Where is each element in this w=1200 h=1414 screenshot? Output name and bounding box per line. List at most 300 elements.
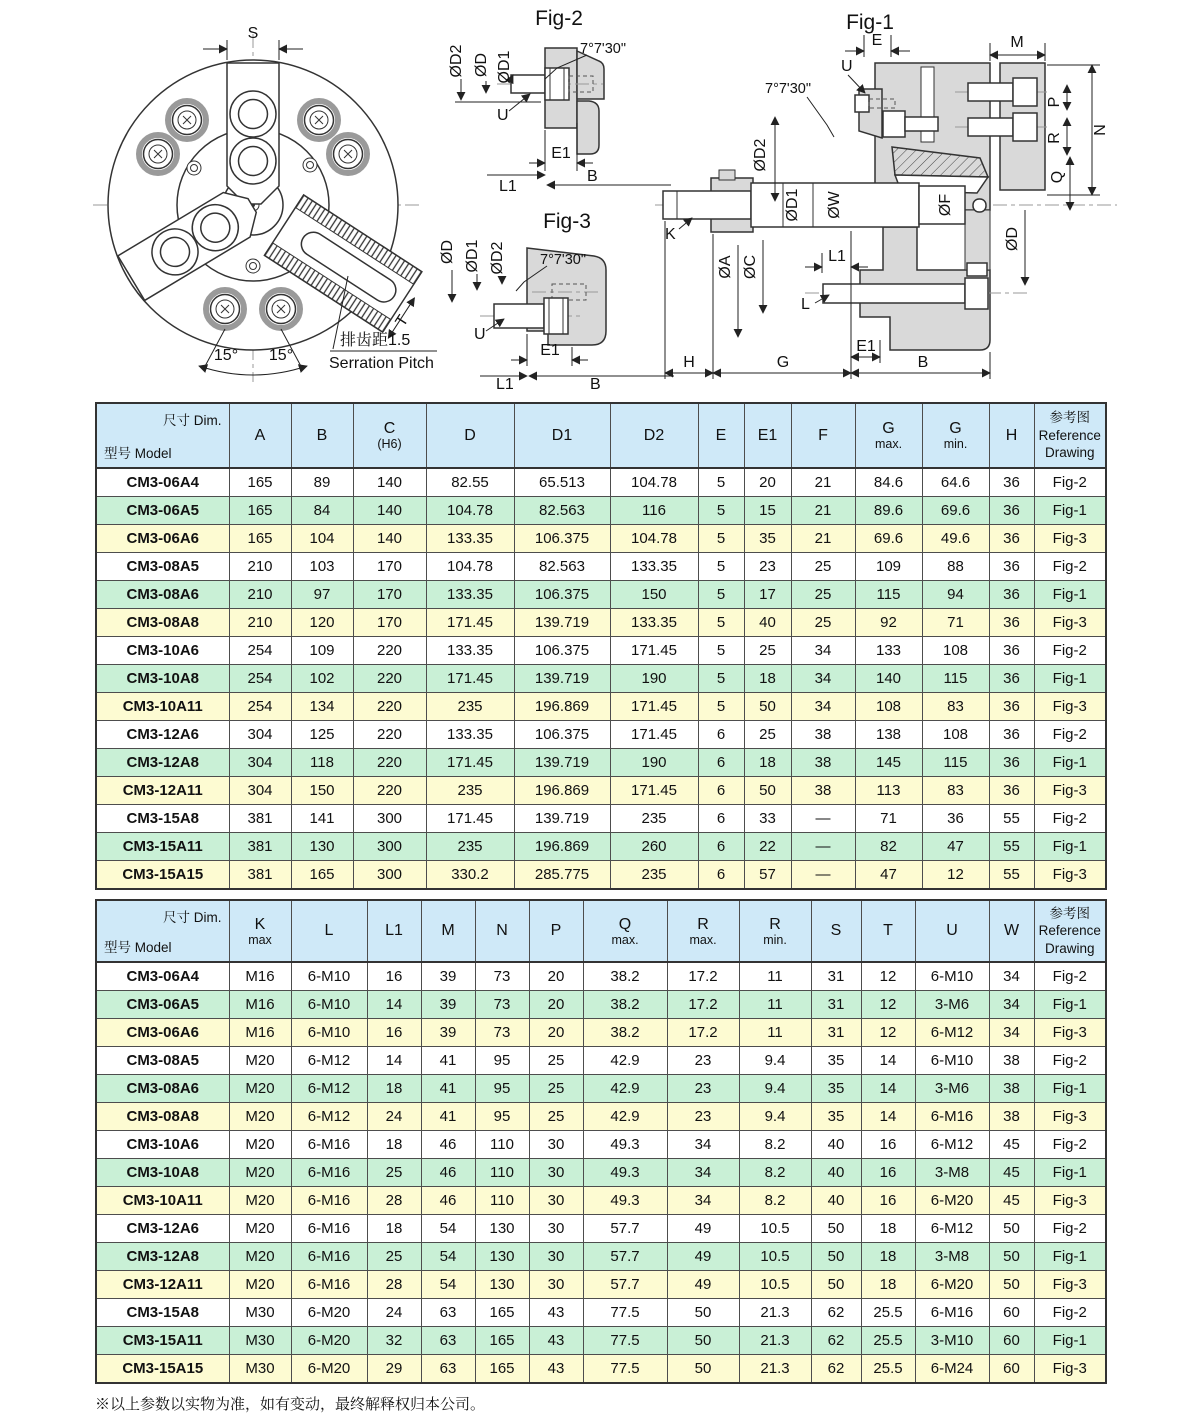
header-row [96, 403, 1106, 468]
cell: 36 [989, 637, 1034, 665]
model-cell: CM3-10A8 [96, 665, 229, 693]
cell: 36 [989, 721, 1034, 749]
cell: 133.35 [610, 609, 698, 637]
cell: 57.7 [583, 1243, 667, 1271]
cell: 130 [475, 1271, 529, 1299]
cell: Fig-1 [1034, 497, 1106, 525]
cell: 12 [861, 991, 915, 1019]
table-row [96, 1047, 1106, 1075]
model-cell: CM3-06A4 [96, 468, 229, 497]
table-row [96, 1131, 1106, 1159]
fig1-drawing [655, 5, 1120, 395]
cell: 18 [744, 665, 791, 693]
cell: 17.2 [667, 962, 739, 991]
cell: 104 [291, 525, 353, 553]
cell: 6-M20 [915, 1271, 989, 1299]
cell: 285.775 [514, 861, 610, 890]
cell: 14 [861, 1047, 915, 1075]
cell: 45 [989, 1159, 1034, 1187]
cell: 3-M8 [915, 1159, 989, 1187]
cell: 10.5 [739, 1243, 811, 1271]
cell: 35 [811, 1075, 861, 1103]
fig3-b-label: B [590, 376, 601, 390]
cell: Fig-2 [1034, 962, 1106, 991]
cell: M20 [229, 1243, 291, 1271]
cell: 140 [353, 525, 426, 553]
cell: 304 [229, 749, 291, 777]
cell: 9.4 [739, 1103, 811, 1131]
cell: 6-M12 [291, 1103, 367, 1131]
cell: 84 [291, 497, 353, 525]
serration-pitch-en: Serration Pitch [329, 355, 434, 372]
cell: Fig-3 [1034, 1019, 1106, 1047]
cell: 50 [989, 1243, 1034, 1271]
cell: 171.45 [426, 749, 514, 777]
cell: 36 [989, 777, 1034, 805]
cell: 77.5 [583, 1355, 667, 1384]
cell: Fig-2 [1034, 1047, 1106, 1075]
cell: 300 [353, 861, 426, 890]
table-row [96, 721, 1106, 749]
cell: 133.35 [426, 525, 514, 553]
cell: 21 [791, 497, 855, 525]
fig1-n-label: N [1092, 124, 1109, 136]
cell: 38 [989, 1103, 1034, 1131]
dimension-table-2 [95, 899, 1107, 1384]
cell: 16 [861, 1187, 915, 1215]
cell: 235 [610, 861, 698, 890]
cell: 73 [475, 991, 529, 1019]
cell: 22 [744, 833, 791, 861]
cell: 6-M12 [291, 1075, 367, 1103]
model-cell: CM3-12A6 [96, 721, 229, 749]
cell: 20 [529, 1019, 583, 1047]
cell: 40 [744, 609, 791, 637]
table-row [96, 833, 1106, 861]
model-cell: CM3-12A8 [96, 1243, 229, 1271]
cell: 62 [811, 1327, 861, 1355]
column-header: R min. [739, 900, 811, 962]
cell: 5 [698, 553, 744, 581]
cell: 6 [698, 805, 744, 833]
cell: 220 [353, 721, 426, 749]
cell: Fig-3 [1034, 609, 1106, 637]
cell: 49.3 [583, 1131, 667, 1159]
fig2-d2-label: ØD2 [448, 44, 465, 78]
cell: 34 [667, 1159, 739, 1187]
model-cell: CM3-10A11 [96, 1187, 229, 1215]
fig1-m-label: M [1010, 34, 1024, 51]
cell: 40 [811, 1131, 861, 1159]
chuck-front-view-drawing [85, 8, 465, 390]
model-header-label: 型号 Model [104, 446, 172, 461]
cell: Fig-1 [1034, 1243, 1106, 1271]
fig2-body [545, 48, 604, 154]
cell: 40 [811, 1187, 861, 1215]
cell: 71 [922, 609, 989, 637]
model-cell: CM3-08A5 [96, 1047, 229, 1075]
column-header: S [811, 900, 861, 962]
column-header: F [791, 403, 855, 468]
angle-left-label: 15° [213, 347, 239, 364]
cell: 18 [367, 1075, 421, 1103]
cell: 34 [989, 991, 1034, 1019]
cell: 73 [475, 962, 529, 991]
model-header-label: 型号 Model [104, 940, 172, 955]
cell: 8.2 [739, 1187, 811, 1215]
cell: 220 [353, 749, 426, 777]
cell: 40 [811, 1159, 861, 1187]
cell: 171.45 [610, 721, 698, 749]
cell: M16 [229, 1019, 291, 1047]
cell: 21.3 [739, 1299, 811, 1327]
cell: 38 [791, 721, 855, 749]
column-header: L1 [367, 900, 421, 962]
cell: 36 [989, 468, 1034, 497]
cell: 260 [610, 833, 698, 861]
cell: 30 [529, 1159, 583, 1187]
cell: 92 [855, 609, 922, 637]
table-row [96, 1299, 1106, 1327]
column-header: K max [229, 900, 291, 962]
cell: 8.2 [739, 1131, 811, 1159]
cell: 6 [698, 721, 744, 749]
cell: 49.3 [583, 1187, 667, 1215]
cell: 171.45 [610, 777, 698, 805]
cell: 29 [367, 1355, 421, 1384]
model-cell: CM3-08A8 [96, 1103, 229, 1131]
table-row [96, 1243, 1106, 1271]
fig2-d-label: ØD [473, 53, 490, 77]
dim-t-label: T [392, 312, 413, 330]
cell: Fig-1 [1034, 665, 1106, 693]
cell: 50 [667, 1299, 739, 1327]
model-cell: CM3-06A6 [96, 525, 229, 553]
cell: Fig-2 [1034, 721, 1106, 749]
cell: 196.869 [514, 833, 610, 861]
cell: 115 [922, 665, 989, 693]
cell: 10.5 [739, 1271, 811, 1299]
column-header: E1 [744, 403, 791, 468]
cell: 220 [353, 665, 426, 693]
model-cell: CM3-06A6 [96, 1019, 229, 1047]
cell: 110 [475, 1187, 529, 1215]
cell: 31 [811, 991, 861, 1019]
cell: 6-M10 [291, 1019, 367, 1047]
cell: 49.6 [922, 525, 989, 553]
cell: 82.563 [514, 497, 610, 525]
cell: 110 [475, 1159, 529, 1187]
cell: 5 [698, 609, 744, 637]
cell: 116 [610, 497, 698, 525]
cell: 28 [367, 1271, 421, 1299]
cell: 46 [421, 1131, 475, 1159]
model-cell: CM3-08A5 [96, 553, 229, 581]
fig2-l1-label: L1 [499, 178, 517, 195]
cell: 170 [353, 553, 426, 581]
cell: — [791, 805, 855, 833]
cell: 57.7 [583, 1215, 667, 1243]
cell: 210 [229, 581, 291, 609]
cell: 120 [291, 609, 353, 637]
top-jaw [227, 63, 279, 204]
cell: Fig-2 [1034, 1215, 1106, 1243]
cell: 108 [922, 637, 989, 665]
cell: 55 [989, 805, 1034, 833]
cell: 11 [739, 1019, 811, 1047]
cell: — [791, 833, 855, 861]
cell: 6-M16 [915, 1103, 989, 1131]
cell: 125 [291, 721, 353, 749]
cell: 130 [475, 1215, 529, 1243]
cell: 235 [426, 833, 514, 861]
cell: 34 [791, 693, 855, 721]
cell: 6-M24 [915, 1355, 989, 1384]
cell: 16 [861, 1131, 915, 1159]
fig2-d1-label: ØD1 [496, 50, 513, 84]
cell: 94 [922, 581, 989, 609]
cell: 330.2 [426, 861, 514, 890]
fig2-drawing [437, 5, 680, 198]
cell: 6-M10 [915, 1047, 989, 1075]
fig1-k-label: K [665, 226, 676, 243]
cell: 77.5 [583, 1327, 667, 1355]
dim-s-label: S [247, 25, 259, 42]
cell: 133.35 [610, 553, 698, 581]
cell: 150 [291, 777, 353, 805]
fig1-w-label: ØW [826, 191, 843, 219]
cell: 220 [353, 777, 426, 805]
cell: 42.9 [583, 1103, 667, 1131]
fig3-l1-label: L1 [496, 376, 514, 390]
cell: 95 [475, 1075, 529, 1103]
cell: 5 [698, 665, 744, 693]
cell: 25 [529, 1103, 583, 1131]
cell: 23 [744, 553, 791, 581]
cell: 50 [989, 1271, 1034, 1299]
cell: 69.6 [922, 497, 989, 525]
cell: 5 [698, 468, 744, 497]
cell: M16 [229, 991, 291, 1019]
cell: 220 [353, 637, 426, 665]
cell: 36 [989, 553, 1034, 581]
cell: Fig-3 [1034, 777, 1106, 805]
cell: 6-M16 [291, 1131, 367, 1159]
cell: 5 [698, 581, 744, 609]
fig3-u-label: U [474, 326, 486, 343]
cell: 50 [811, 1243, 861, 1271]
cell: 304 [229, 777, 291, 805]
cell: 210 [229, 609, 291, 637]
cell: 36 [989, 581, 1034, 609]
cell: 104.78 [610, 468, 698, 497]
cell: 9.4 [739, 1075, 811, 1103]
cell: M30 [229, 1355, 291, 1384]
cell: 25 [529, 1047, 583, 1075]
cell: 49 [667, 1215, 739, 1243]
cell: 83 [922, 777, 989, 805]
cell: 25.5 [861, 1355, 915, 1384]
cell: 36 [989, 497, 1034, 525]
cell: 11 [739, 962, 811, 991]
cell: 25 [791, 581, 855, 609]
cell: 165 [475, 1327, 529, 1355]
cell: 54 [421, 1215, 475, 1243]
cell: 60 [989, 1327, 1034, 1355]
cell: 21 [791, 468, 855, 497]
footnote: ※以上参数以实物为准，如有变动，最终解释权归本公司。 [95, 1396, 486, 1413]
cell: 18 [861, 1243, 915, 1271]
column-header: A [229, 403, 291, 468]
fig1-l-label: L [801, 296, 810, 313]
cell: 110 [475, 1131, 529, 1159]
model-cell: CM3-10A6 [96, 637, 229, 665]
cell: 104.78 [610, 525, 698, 553]
cell: 82.55 [426, 468, 514, 497]
cell: 38 [989, 1047, 1034, 1075]
fig1-d1-label: ØD1 [784, 188, 801, 222]
cell: M20 [229, 1047, 291, 1075]
cell: 69.6 [855, 525, 922, 553]
cell: 23 [667, 1047, 739, 1075]
cell: 16 [367, 962, 421, 991]
cell: 150 [610, 581, 698, 609]
cell: 14 [367, 1047, 421, 1075]
model-cell: CM3-08A6 [96, 581, 229, 609]
cell: 38 [791, 777, 855, 805]
cell: 170 [353, 581, 426, 609]
cell: 108 [855, 693, 922, 721]
cell: 62 [811, 1299, 861, 1327]
cell: 60 [989, 1299, 1034, 1327]
cell: 31 [811, 1019, 861, 1047]
fig3-drawing [432, 198, 682, 390]
cell: M30 [229, 1327, 291, 1355]
cell: 171.45 [610, 637, 698, 665]
cell: 34 [989, 1019, 1034, 1047]
cell: 18 [861, 1271, 915, 1299]
cell: 25 [791, 609, 855, 637]
cell: 36 [989, 693, 1034, 721]
column-header: D2 [610, 403, 698, 468]
table-row [96, 1159, 1106, 1187]
cell: M20 [229, 1187, 291, 1215]
cell: 25.5 [861, 1327, 915, 1355]
table-row [96, 581, 1106, 609]
cell: 46 [421, 1187, 475, 1215]
table-row [96, 665, 1106, 693]
column-header: D1 [514, 403, 610, 468]
model-cell: CM3-06A5 [96, 497, 229, 525]
cell: 41 [421, 1103, 475, 1131]
cell: 34 [989, 962, 1034, 991]
table-row [96, 991, 1106, 1019]
cell: 30 [529, 1131, 583, 1159]
model-cell: CM3-06A5 [96, 991, 229, 1019]
table-row [96, 1355, 1106, 1384]
cell: 49 [667, 1243, 739, 1271]
cell: 133.35 [426, 581, 514, 609]
cell: 6-M16 [291, 1215, 367, 1243]
spec-tables [95, 402, 1105, 1384]
cell: 170 [353, 609, 426, 637]
cell: 55 [989, 833, 1034, 861]
cell: 50 [744, 693, 791, 721]
cell: 38.2 [583, 991, 667, 1019]
cell: — [791, 861, 855, 890]
cell: 6-M10 [291, 962, 367, 991]
cell: 102 [291, 665, 353, 693]
cell: 62 [811, 1355, 861, 1384]
cell: Fig-1 [1034, 833, 1106, 861]
cell: Fig-3 [1034, 693, 1106, 721]
table-row [96, 1075, 1106, 1103]
cell: 6 [698, 777, 744, 805]
cell: Fig-2 [1034, 637, 1106, 665]
column-header: 参考图 Reference Drawing [1034, 900, 1106, 962]
cell: 235 [426, 777, 514, 805]
cell: M20 [229, 1215, 291, 1243]
cell: 20 [744, 468, 791, 497]
cell: 14 [367, 991, 421, 1019]
cell: 35 [744, 525, 791, 553]
fig1-h-label: H [683, 354, 695, 371]
cell: 50 [667, 1355, 739, 1384]
cell: 25 [367, 1159, 421, 1187]
fig3-angle-label: 7°7'30" [540, 252, 586, 268]
fig1-p-label: P [1046, 96, 1063, 108]
model-cell: CM3-12A11 [96, 777, 229, 805]
fig3-bolt [494, 298, 568, 334]
cell: 254 [229, 637, 291, 665]
serration-pitch-cn: 排齿距1.5 [340, 332, 411, 349]
cell: 118 [291, 749, 353, 777]
cell: Fig-2 [1034, 1299, 1106, 1327]
cell: M16 [229, 962, 291, 991]
fig1-d-label: ØD [1004, 227, 1021, 251]
cell: 12 [922, 861, 989, 890]
column-header: G max. [855, 403, 922, 468]
cell: 21 [791, 525, 855, 553]
cell: 43 [529, 1327, 583, 1355]
cell: 45 [989, 1187, 1034, 1215]
column-header: N [475, 900, 529, 962]
cell: 34 [791, 637, 855, 665]
cell: 139.719 [514, 665, 610, 693]
cell: 20 [529, 991, 583, 1019]
fig2-angle-label: 7°7'30" [580, 41, 626, 57]
cell: 104.78 [426, 553, 514, 581]
cell: 165 [475, 1355, 529, 1384]
cell: 77.5 [583, 1299, 667, 1327]
table-row [96, 805, 1106, 833]
column-header: M [421, 900, 475, 962]
column-header: P [529, 900, 583, 962]
cell: 130 [291, 833, 353, 861]
model-cell: CM3-06A4 [96, 962, 229, 991]
fig1-r-label: R [1046, 132, 1063, 144]
fig1-angle-label: 7°7'30" [765, 81, 811, 97]
cell: 106.375 [514, 525, 610, 553]
table-row [96, 1187, 1106, 1215]
cell: 39 [421, 962, 475, 991]
cell: 381 [229, 805, 291, 833]
cell: 5 [698, 637, 744, 665]
fig3-e1-label: E1 [540, 342, 560, 359]
cell: 25 [744, 721, 791, 749]
cell: 34 [667, 1131, 739, 1159]
cell: 6 [698, 861, 744, 890]
